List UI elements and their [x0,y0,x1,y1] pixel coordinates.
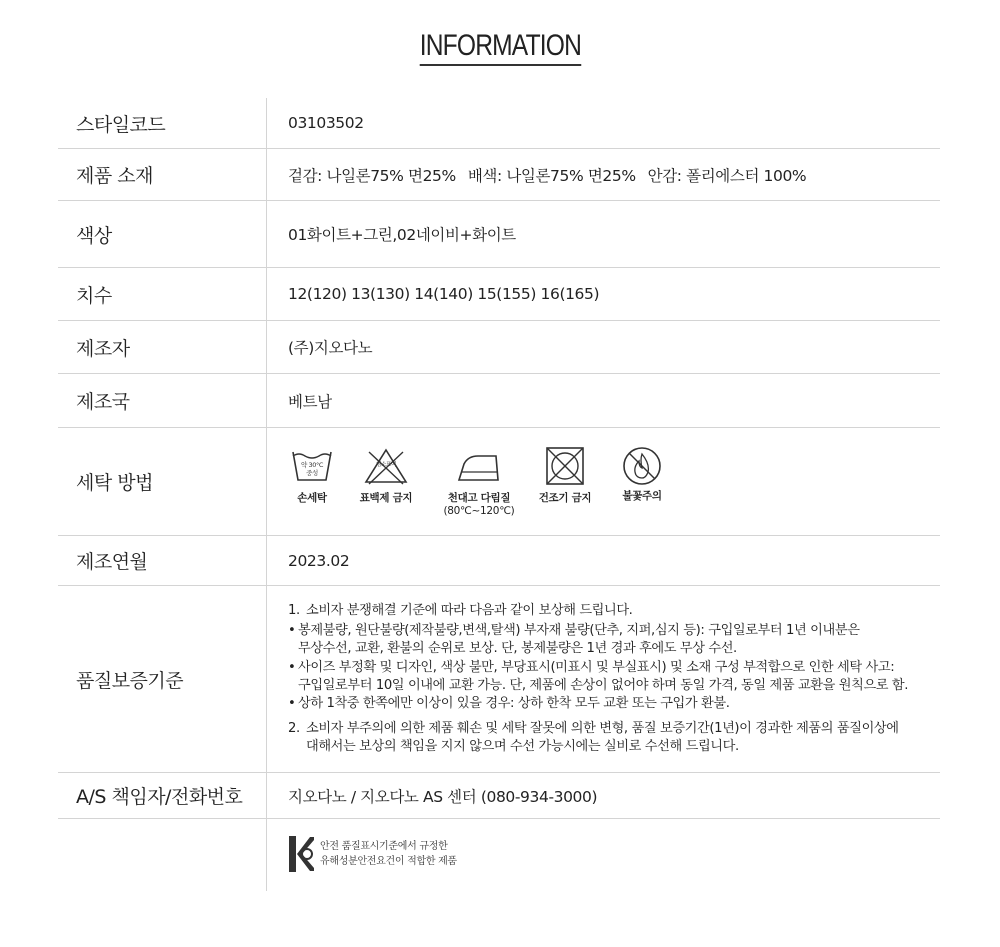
value-quality [267,586,940,772]
quality-bullet-3: • 상하 1착중 한쪽에만 이상이 있을 경우: 상하 한착 모두 교환 또는 구입가 환불. [288,696,730,712]
care-label-fire-caution: 불꽃주의 [622,490,662,502]
material-lining: 안감: 폴리에스터 100% [647,166,807,185]
care-sub-iron: (80℃~120℃) [443,505,515,517]
row-material [58,149,940,201]
quality-item-2-cont: 대해서는 보상의 책임을 지지 않으며 수선 가능시에는 실비로 수선해 드립니다. [306,738,739,754]
value-as: 지오다노 / 지오다노 AS 센터 (080-934-3000) [288,787,598,806]
row-date [58,536,940,586]
quality-item-2: 2. 소비자 부주의에 의한 제품 훼손 및 세탁 잘못에 의한 변형, 품질 보증기간(1년)이 경과한 제품의 품질이상에 [288,720,899,736]
quality-bullet-1-cont: 무상수선, 교환, 환불의 순위로 보상. 단, 봉제불량은 1년 경과 후에도 무상 수선. [298,641,737,657]
info-table [58,98,940,891]
value-material [267,149,940,200]
fire-caution-icon [620,446,664,486]
row-color [58,201,940,268]
label-as: A/S 책임자/전화번호 [58,773,267,818]
kc-certification-icon [288,835,314,873]
kc-line-1: 안전 품질표시기준에서 규정한 [320,841,448,852]
quality-bullet-2-cont: 구입일로부터 10일 이내에 교환 가능. 단, 제품에 손상이 없어야 하며 동일 가격, 동일 제품 교환을 원칙으로 함. [298,678,909,693]
label-kc-empty [58,819,267,891]
care-item-fire-caution [615,446,669,503]
care-item-hand-wash [287,446,337,505]
care-item-no-tumble-dry [533,446,597,505]
label-maker: 제조자 [58,321,267,373]
label-date: 제조연월 [58,536,267,585]
no-tumble-dry-icon [543,446,587,486]
value-size: 12(120) 13(130) 14(140) 15(155) 16(165) [288,285,600,303]
page-title: INFORMATION [419,28,580,66]
hand-wash-temp: 약 30°C [300,461,324,469]
label-material: 제품 소재 [58,149,267,200]
value-color: 01화이트+그린,02네이비+화이트 [288,226,516,244]
hand-wash-icon [289,446,335,486]
quality-item-1: 1. 소비자 분쟁해결 기준에 따라 다음과 같이 보상해 드립니다. [288,602,633,618]
row-style-code [58,98,940,149]
label-quality: 품질보증기준 [58,586,267,772]
care-item-no-bleach [351,446,421,505]
label-washing: 세탁 방법 [58,428,267,535]
row-size [58,268,940,321]
material-outer: 겉감: 나일론75% 면25% [288,166,456,185]
care-label-no-tumble-dry: 건조기 금지 [538,492,592,504]
value-kc [267,819,940,891]
care-item-iron [439,446,519,517]
care-label-hand-wash: 손세탁 [297,492,327,504]
iron-icon [454,446,504,486]
care-label-no-bleach: 표백제 금지 [359,492,413,504]
kc-mark [288,835,457,873]
washing-icons [267,428,940,535]
row-quality [58,586,940,773]
label-style-code: 스타일코드 [58,98,267,148]
row-kc [58,819,940,891]
value-style-code: 03103502 [288,114,364,132]
label-color: 색상 [58,201,267,267]
quality-bullet-1: • 봉제불량, 원단불량(제작불량,변색,탈색) 부자재 불량(단추, 지퍼,심지 등): 구입일로부터 1년 이내분은 [288,623,860,639]
row-maker [58,321,940,374]
row-country [58,374,940,428]
no-bleach-icon [361,446,411,486]
label-size: 치수 [58,268,267,320]
kc-text [320,839,457,869]
label-country: 제조국 [58,374,267,427]
care-label-iron: 천대고 다림질 [447,492,511,504]
kc-line-2: 유해성분안전요건이 적합한 제품 [320,856,457,867]
page-title-wrap [0,28,1000,66]
row-washing [58,428,940,536]
row-as [58,773,940,819]
value-date: 2023.02 [288,551,350,570]
quality-bullet-2: • 사이즈 부정확 및 디자인, 색상 불만, 부당표시(미표시 및 부실표시) 및 소재 구성 부적합으로 인한 세탁 사고: [288,659,895,675]
no-bleach-inner: 염소표백 [376,462,396,468]
value-country: 베트남 [288,392,332,411]
material-trim: 배색: 나일론75% 면25% [467,166,636,185]
value-maker: (주)지오다노 [288,339,373,357]
hand-wash-detergent: 중성 [306,469,318,477]
